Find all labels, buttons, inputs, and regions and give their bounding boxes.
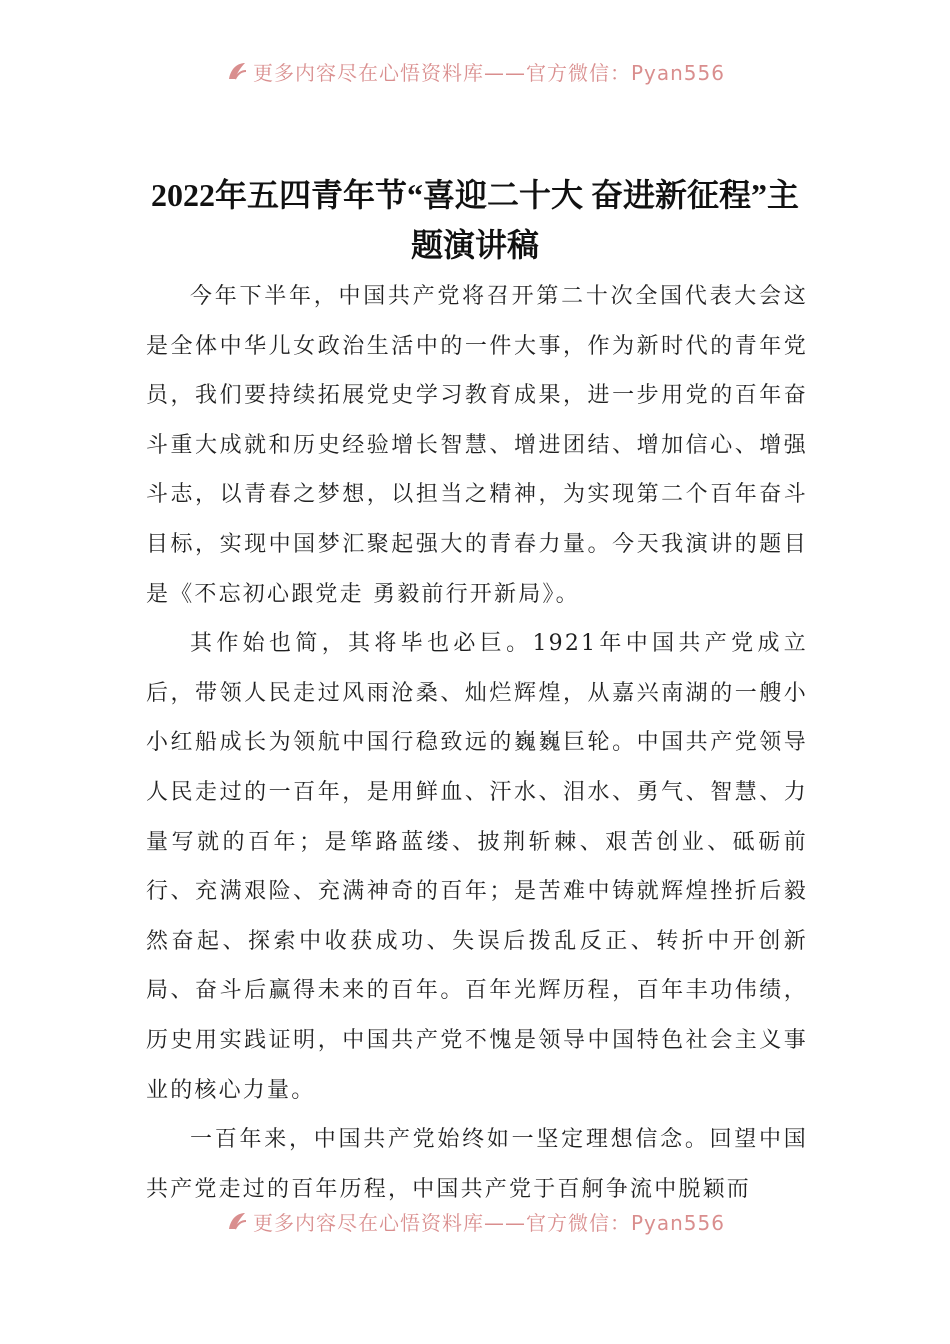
logo-icon [225,1209,249,1233]
document-title: 2022年五四青年节“喜迎二十大 奋进新征程”主题演讲稿 [150,177,799,263]
header-watermark-text: 更多内容尽在心悟资料库——官方微信：Pyan556 [252,60,725,85]
paragraph-2: 其作始也简，其将毕也必巨。1921年中国共产党成立后，带领人民走过风雨沧桑、灿烂辉煌，从嘉兴南湖的一艘小小红船成长为领航中国行稳致远的巍巍巨轮。中国共产党领导人民走过的一百年，是用鲜血、汗水、泪水、勇气、智慧、力量写就的百年；是筚路蓝缕、披荆斩棘、艰苦创业、砥砺前行、充满艰险、充满神奇的百年；是苦难中铸就辉煌挫折后毅然奋起、探索中收获成功、失误后拨乱反正、转折中开创新局、奋斗后赢得未来的百年。百年光辉历程，百年丰功伟绩，历史用实践证明，中国共产党不愧是领导中国特色社会主义事业的核心力量。 [146,631,808,1103]
logo-icon [225,59,249,83]
footer-watermark [0,1208,950,1234]
footer-watermark-text: 更多内容尽在心悟资料库——官方微信：Pyan556 [252,1210,725,1235]
document-body [146,272,808,1214]
paragraph-3: 一百年来，中国共产党始终如一坚定理想信念。回望中国共产党走过的百年历程，中国共产党于百舸争流中脱颖而 [146,1127,808,1202]
header-watermark [0,58,950,84]
paragraph-1: 今年下半年，中国共产党将召开第二十次全国代表大会这是全体中华儿女政治生活中的一件大事，作为新时代的青年党员，我们要持续拓展党史学习教育成果，进一步用党的百年奋斗重大成就和历史经验增长智慧、增进团结、增加信心、增强斗志，以青春之梦想，以担当之精神，为实现第二个百年奋斗目标，实现中国梦汇聚起强大的青春力量。今天我演讲的题目是《不忘初心跟党走 勇毅前行开新局》。 [146,284,808,607]
